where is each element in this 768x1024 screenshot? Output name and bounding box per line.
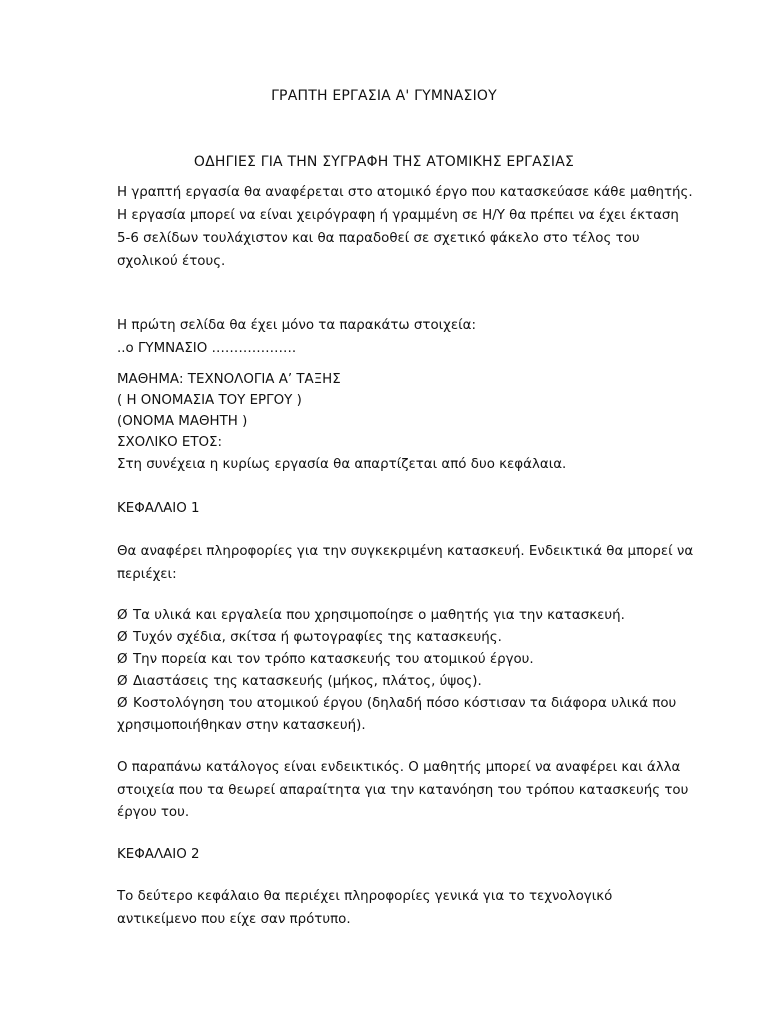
front-field: ΣΧΟΛΙΚΟ ΕΤΟΣ:	[117, 435, 223, 450]
first-page-intro: Η πρώτη σελίδα θα έχει μόνο τα παρακάτω στοιχεία:	[117, 318, 477, 333]
chapter2-heading: ΚΕΦΑΛΑΙΟ 2	[117, 847, 200, 862]
list-item-text: Διαστάσεις της κατασκευής (μήκος, πλάτος, ύψος).	[133, 674, 482, 689]
front-field: ΜΑΘΗΜΑ: ΤΕΧΝΟΛΟΓΙΑ Α’ ΤΑΞΗΣ	[117, 372, 341, 387]
front-field: Στη συνέχεια η κυρίως εργασία θα απαρτίζεται από δυο κεφάλαια.	[117, 457, 567, 472]
chapter1-heading: ΚΕΦΑΛΑΙΟ 1	[117, 501, 200, 516]
front-field: (ΟΝΟΜΑ ΜΑΘΗΤΗ )	[117, 414, 248, 429]
intro-line: 5-6 σελίδων τουλάχιστον και θα παραδοθεί σε σχετικό φάκελο στο τέλος του	[117, 231, 640, 246]
bullet-icon: Ø	[117, 608, 128, 623]
school-line: ..ο ΓΥΜΝΑΣΙΟ ……………….	[117, 341, 297, 356]
list-item	[117, 605, 625, 627]
list-item	[117, 649, 534, 671]
list-item-text: Την πορεία και τον τρόπο κατασκευής του ατομικού έργου.	[133, 652, 534, 667]
document-title: ΓΡΑΠΤΗ ΕΡΓΑΣΙΑ Α' ΓΥΜΝΑΣΙΟΥ	[271, 88, 497, 104]
list-item-text: Κοστολόγηση του ατομικού έργου (δηλαδή πόσο κόστισαν τα διάφορα υλικά που	[133, 696, 677, 711]
intro-line: Η εργασία μπορεί να είναι χειρόγραφη ή γραμμένη σε Η/Υ θα πρέπει να έχει έκταση	[117, 208, 679, 223]
list-item-continuation: χρησιμοποιήθηκαν στην κατασκευή).	[117, 718, 366, 733]
bullet-icon: Ø	[117, 696, 128, 711]
front-field: ( Η ΟΝΟΜΑΣΙΑ ΤΟΥ ΕΡΓΟΥ )	[117, 393, 302, 408]
chapter1-note-line: Ο παραπάνω κατάλογος είναι ενδεικτικός. Ο μαθητής μπορεί να αναφέρει και άλλα	[117, 760, 681, 775]
list-item	[117, 627, 502, 649]
chapter1-note-line: στοιχεία που τα θεωρεί απαραίτητα για την κατανόηση του τρόπου κατασκευής του	[117, 783, 689, 798]
chapter2-intro-line: Το δεύτερο κεφάλαιο θα περιέχει πληροφορίες γενικά για το τεχνολογικό	[117, 889, 613, 904]
chapter2-intro-line: αντικείμενο που είχε σαν πρότυπο.	[117, 912, 351, 927]
list-item	[117, 671, 482, 693]
bullet-icon: Ø	[117, 674, 128, 689]
chapter1-intro-line: Θα αναφέρει πληροφορίες για την συγκεκριμένη κατασκευή. Ενδεικτικά θα μπορεί να	[117, 544, 694, 559]
intro-line: σχολικού έτους.	[117, 254, 226, 269]
document-subtitle: ΟΔΗΓΙΕΣ ΓΙΑ ΤΗΝ ΣΥΓΡΑΦΗ ΤΗΣ ΑΤΟΜΙΚΗΣ ΕΡΓΑΣΙΑΣ	[193, 154, 575, 170]
list-item-text: Τα υλικά και εργαλεία που χρησιμοποίησε ο μαθητής για την κατασκευή.	[133, 608, 625, 623]
bullet-icon: Ø	[117, 630, 128, 645]
intro-line: Η γραπτή εργασία θα αναφέρεται στο ατομικό έργο που κατασκεύασε κάθε μαθητής.	[117, 185, 693, 200]
list-item	[117, 693, 676, 715]
list-item-text: Τυχόν σχέδια, σκίτσα ή φωτογραφίες της κατασκευής.	[133, 630, 502, 645]
bullet-icon: Ø	[117, 652, 128, 667]
chapter1-note-line: έργου του.	[117, 805, 190, 820]
chapter1-intro-line: περιέχει:	[117, 567, 177, 582]
